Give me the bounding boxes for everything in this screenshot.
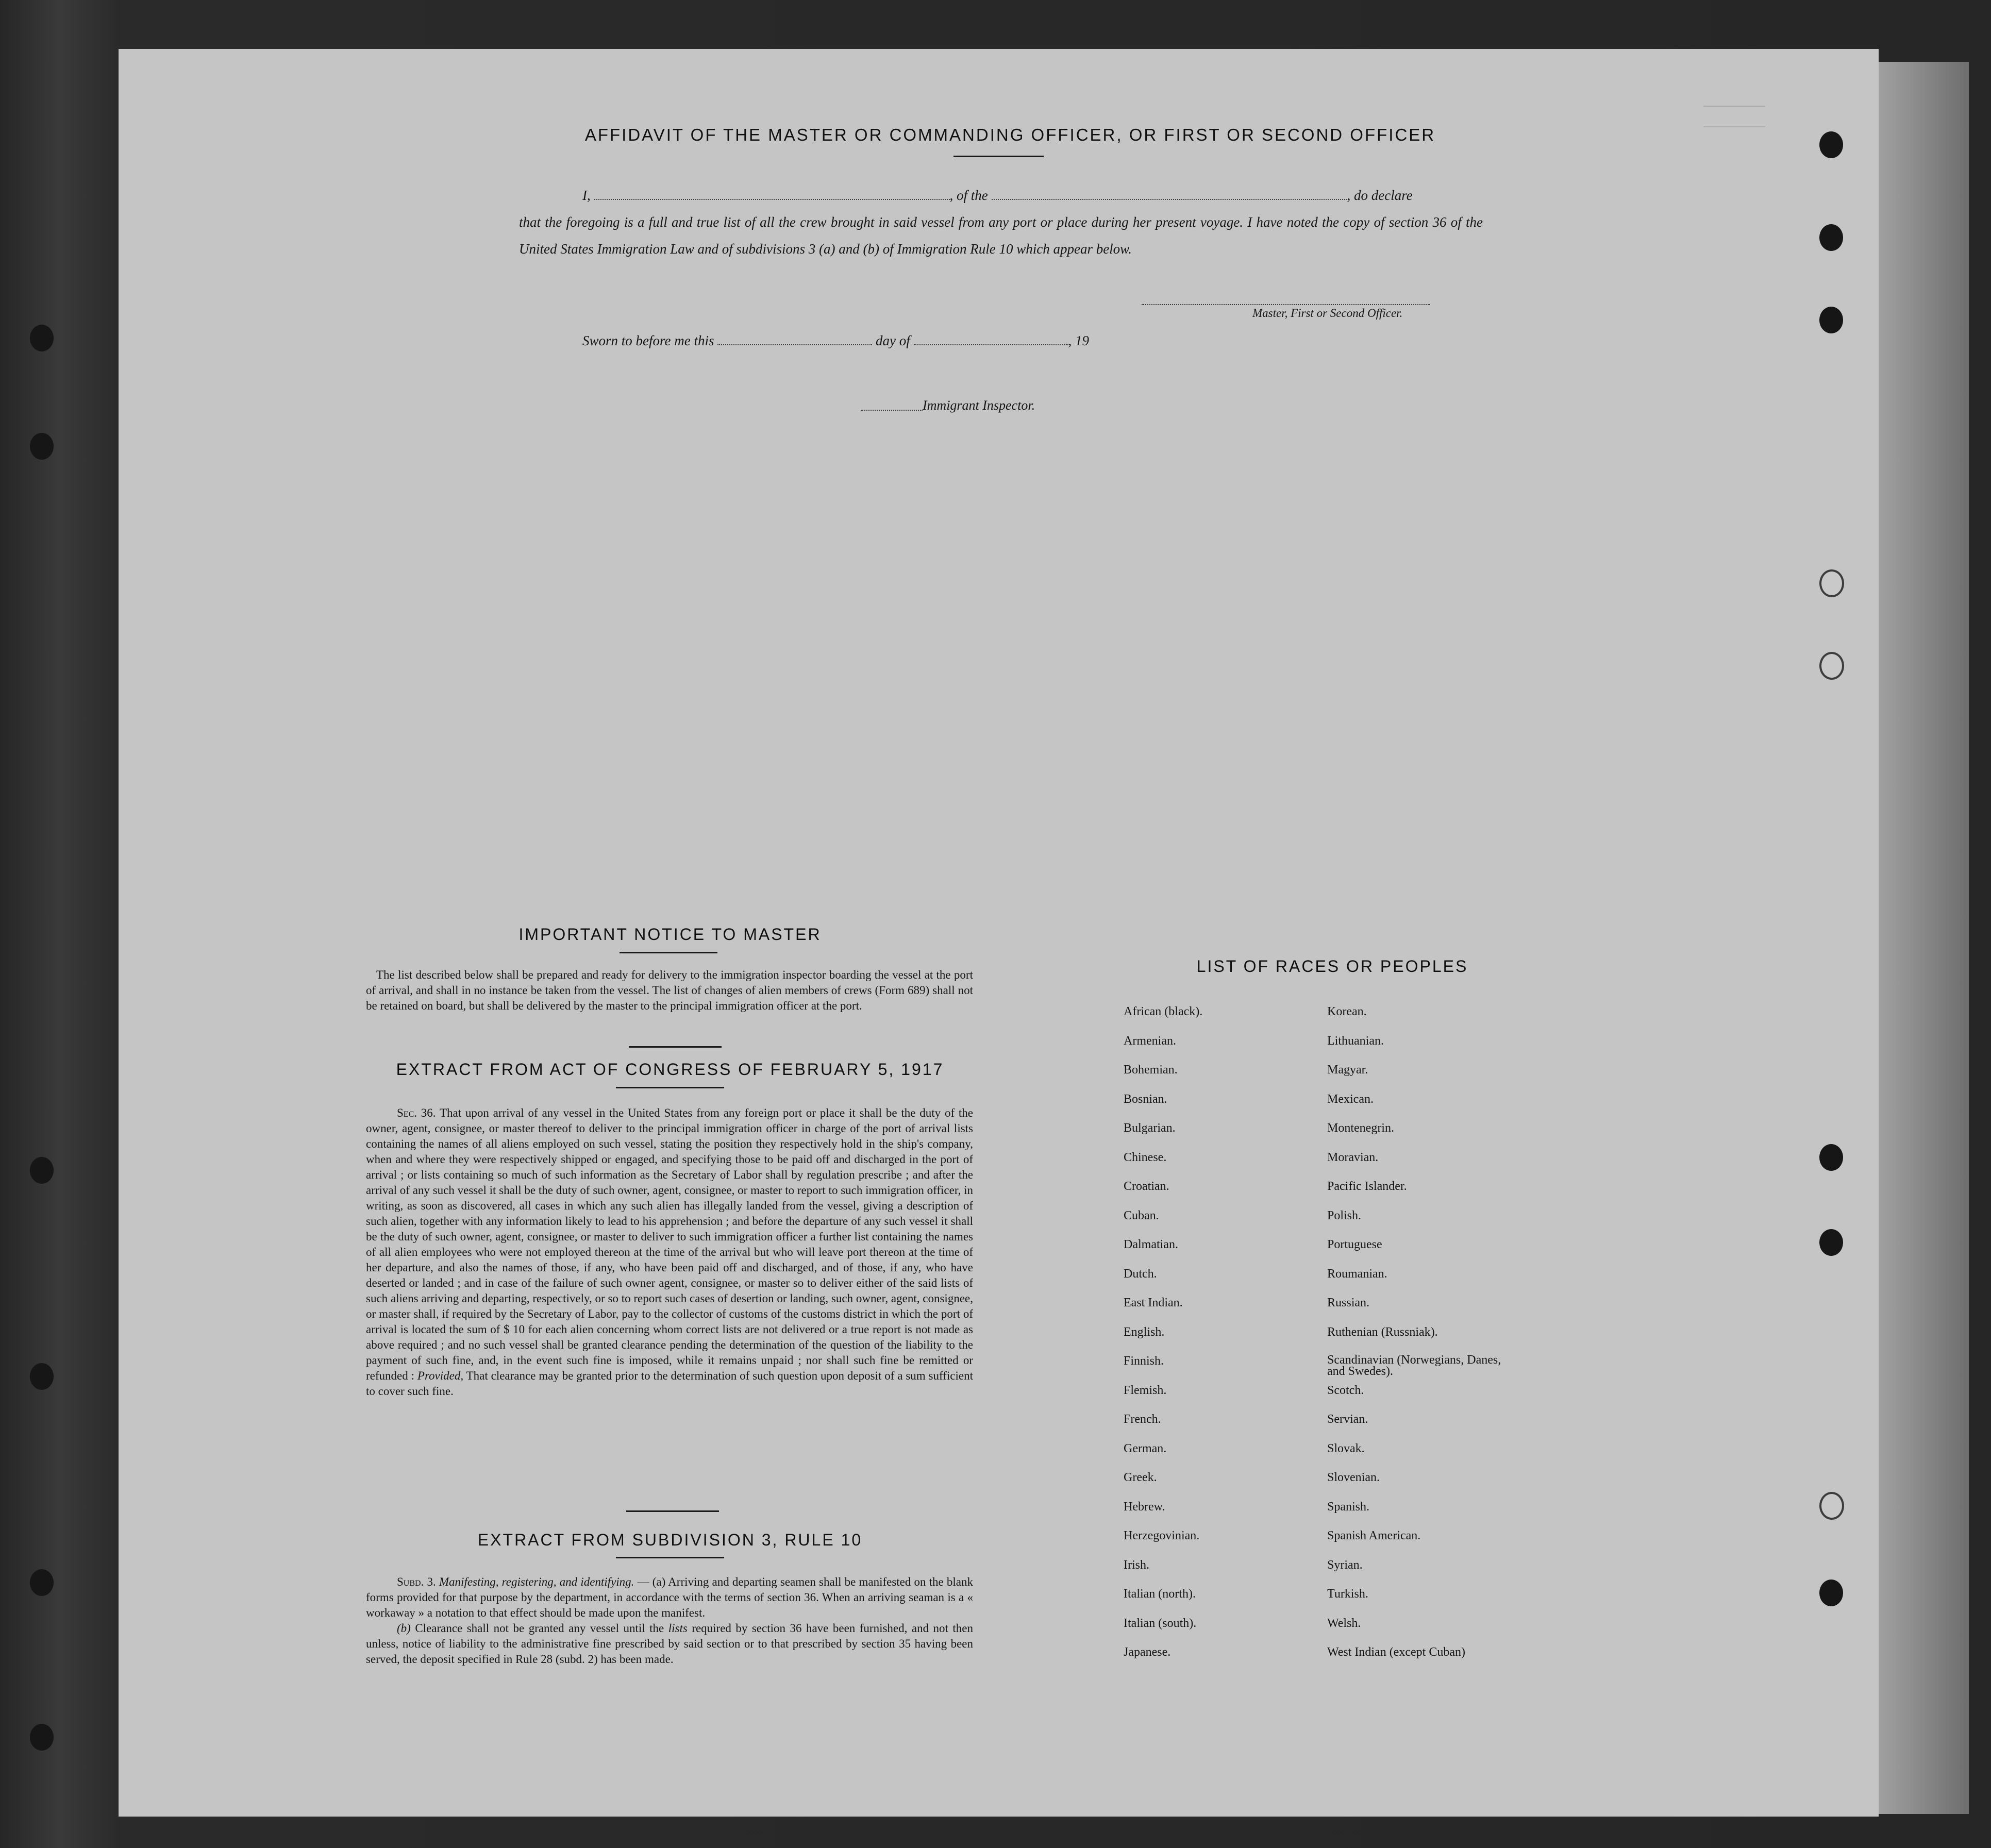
race-item: German. [1124, 1441, 1167, 1455]
binder-hole [1819, 224, 1843, 251]
race-item: Cuban. [1124, 1208, 1159, 1222]
races-left-column [1124, 1005, 1202, 1675]
race-item: Dutch. [1124, 1267, 1157, 1281]
declare-of-the: , of the [949, 188, 988, 203]
binder-hole [30, 1363, 54, 1390]
binder-hole [1819, 131, 1843, 158]
officer-signature-label: Master, First or Second Officer. [1252, 307, 1403, 320]
provided-label: Provided, [417, 1369, 464, 1382]
act-title: EXTRACT FROM ACT OF CONGRESS OF FEBRUARY 5, 1917 [396, 1060, 944, 1079]
subd-label: Subd. 3. [397, 1575, 436, 1588]
part-b-lists: lists [668, 1622, 688, 1635]
affidavit-title: AFFIDAVIT OF THE MASTER OR COMMANDING OFFICER, OR FIRST OR SECOND OFFICER [584, 125, 1436, 144]
race-item: Spanish American. [1327, 1529, 1421, 1542]
section-divider [629, 1046, 722, 1048]
race-item: Lithuanian. [1327, 1034, 1384, 1048]
binder-hole [1819, 1229, 1843, 1256]
part-b-text: Clearance shall not be granted any vessel until the [415, 1622, 664, 1635]
binder-hole [1819, 1144, 1843, 1171]
race-item: Syrian. [1327, 1558, 1363, 1572]
race-item: Welsh. [1327, 1616, 1361, 1630]
binder-hole [1819, 1580, 1843, 1606]
race-item: African (black). [1124, 1005, 1203, 1018]
act-body-end: That clearance may be granted prior to the determination of such question upon deposit of a sum sufficient to cover such fine. [366, 1369, 973, 1398]
race-item: Flemish. [1124, 1383, 1167, 1397]
race-item: French. [1124, 1413, 1161, 1426]
sworn-day-blank[interactable] [717, 330, 872, 345]
races-right-column [1327, 1005, 1513, 1675]
binder-hole [30, 1724, 54, 1751]
part-b-label: (b) [397, 1622, 411, 1635]
race-item: Italian (south). [1124, 1616, 1197, 1630]
race-item: Pacific Islander. [1327, 1180, 1407, 1193]
race-item: Croatian. [1124, 1180, 1169, 1193]
race-item: West Indian (except Cuban) [1327, 1645, 1465, 1659]
race-item: Scandinavian (Norwegians, Danes, and Swedes). [1327, 1353, 1501, 1378]
binder-hole [30, 1157, 54, 1184]
title-underline [953, 156, 1044, 157]
race-item: Finnish. [1124, 1354, 1164, 1368]
sworn-day-of: day of [876, 333, 910, 348]
declare-i: I, [582, 188, 591, 203]
binder-hole [30, 1569, 54, 1596]
race-item: Bohemian. [1124, 1063, 1178, 1077]
race-item: Roumanian. [1327, 1267, 1387, 1281]
race-item: Polish. [1327, 1208, 1362, 1222]
race-item: Mexican. [1327, 1092, 1374, 1106]
race-item: Portuguese [1327, 1238, 1382, 1251]
part-b-text-end: required by section 36 have been furnished, and not then unless, notice of liability to the administrative fine prescribed by said section or to that prescribed by section 35 having been served, the deposit specified in Rule 28 (subd. 2) has been made. [366, 1622, 974, 1666]
race-item: Bulgarian. [1124, 1121, 1176, 1135]
race-item: Italian (north). [1124, 1587, 1196, 1601]
race-item: Herzegovinian. [1124, 1529, 1200, 1542]
race-item: Spanish. [1327, 1500, 1370, 1514]
part-a-text: Arriving and departing seamen shall be manifested on the blank forms provided for that purpose by the department, in accordance with the terms of section 36. When an arriving seaman is a « workaway » a notation to that effect should be made upon the manifest. [366, 1575, 974, 1619]
part-a-label: — (a) [637, 1575, 666, 1588]
act-body: That upon arrival of any vessel in the United States from any foreign port or place it shall be the duty of the owner, agent, consignee, or master thereof to deliver to the principal immigration officer in charge of the port of arrival lists containing the names of all aliens employed on such vessel, stating the position they respectively hold in the ship's company, when and where they were respectively shipped or engaged, and specifying those to be paid off and discharged in the port of arrival ; or lists containing so much of such information as the Secretary of Labor shall by regulation prescribe ; and after the arrival of any such vessel it shall be the duty of such owner, agent, consignee, or master to report to such immigration officer, in writing, as soon as discovered, all cases in which any such alien has illegally landed from the vessel, giving a description of such alien, together with any information likely to lead to his apprehension ; and before the departure of any such vessel it shall be the duty of such owner, agent, consignee, or master to deliver to such immigration officer a further list containing the names of all alien employees who were not employed thereon at the time of the arrival but who will leave port thereon at the time of her departure, and also the names of those, if any, who have been paid off and discharged, and of those, if any, who have deserted or landed ; and in case of the failure of such owner agent, consignee, or master so to deliver either of the said lists of such aliens arriving and departing, respectively, or so to report such cases of desertion or landing, such owner, agent, consignee, or master shall, if required by the Secretary of Labor, pay to the collector of customs of the customs district in which the port of arrival is located the sum of $ 10 for each alien concerning whom correct lists are not delivered or a true report is not made as above required ; and no such vessel shall be granted clearance pending the determination of the question of the liability to the payment of such fine, and, in the event such fine is imposed, while it remains unpaid ; nor shall such fine be remitted or refunded : [366, 1106, 973, 1382]
rule-title: EXTRACT FROM SUBDIVISION 3, RULE 10 [477, 1531, 863, 1549]
manifest-page [119, 49, 1879, 1817]
races-title: LIST OF RACES OR PEOPLES [1196, 957, 1468, 976]
binder-hole [30, 433, 54, 460]
declaration-text: that the foregoing is a full and true list of all the crew brought in said vessel from any port or place during her present voyage. I have noted the copy of section 36 of the United States Immigration Law and of subdivisions 3 (a) and (b) of Immigration Rule 10 which appear below. [519, 214, 1483, 257]
race-item: Scotch. [1327, 1383, 1364, 1397]
name-blank[interactable] [594, 184, 950, 200]
sworn-month-blank[interactable] [914, 330, 1068, 345]
race-item: Russian. [1327, 1296, 1370, 1309]
race-item: Korean. [1327, 1005, 1367, 1018]
race-item: Slovak. [1327, 1441, 1365, 1455]
section-divider [626, 1510, 719, 1512]
race-item: Moravian. [1327, 1150, 1379, 1164]
race-item: Dalmatian. [1124, 1238, 1178, 1251]
section-label: Sec. 36. [397, 1106, 436, 1119]
bleed-through-marks [1703, 106, 1765, 127]
race-item: Turkish. [1327, 1587, 1368, 1601]
race-item: Japanese. [1124, 1645, 1171, 1659]
race-item: East Indian. [1124, 1296, 1183, 1309]
race-item: Bosnian. [1124, 1092, 1167, 1106]
race-item: Armenian. [1124, 1034, 1176, 1048]
declare-do-declare: , do declare [1347, 188, 1413, 203]
sworn-line [582, 327, 1089, 354]
race-item: Slovenian. [1327, 1471, 1380, 1484]
sworn-year: , 19 [1068, 333, 1089, 348]
declaration-line [582, 182, 1413, 209]
notice-underline [620, 952, 717, 953]
race-item: Montenegrin. [1327, 1121, 1394, 1135]
race-item: Servian. [1327, 1413, 1368, 1426]
vessel-blank[interactable] [992, 184, 1347, 200]
binder-hole [1819, 307, 1843, 333]
binder-hole [1819, 652, 1844, 680]
sworn-prefix: Sworn to before me this [582, 333, 714, 348]
binder-hole [30, 325, 54, 351]
rule-text [366, 1574, 973, 1667]
act-underline [616, 1087, 724, 1088]
race-item: Magyar. [1327, 1063, 1368, 1077]
binder-hole [1819, 1492, 1844, 1520]
officer-signature-line[interactable] [1142, 304, 1430, 305]
race-item: Irish. [1124, 1558, 1149, 1572]
rule-underline [616, 1557, 724, 1558]
race-item: Ruthenian (Russniak). [1327, 1325, 1438, 1339]
race-item: Chinese. [1124, 1150, 1167, 1164]
binder-hole [1819, 569, 1844, 597]
race-item: Hebrew. [1124, 1500, 1165, 1514]
race-item: English. [1124, 1325, 1165, 1339]
inspector-signature-line[interactable] [861, 410, 923, 411]
race-item: Greek. [1124, 1471, 1157, 1484]
inspector-label: Immigrant Inspector. [923, 398, 1035, 413]
notice-text: The list described below shall be prepared and ready for delivery to the immigration inspector boarding the vessel at the port of arrival, and shall in no instance be taken from the vessel. The list of changes of alien members of crews (Form 689) shall not be retained on board, but shall be delivered by the master to the principal immigration officer at the port. [366, 968, 973, 1012]
notice-title: IMPORTANT NOTICE TO MASTER [518, 925, 822, 944]
subd-heading: Manifesting, registering, and identifying. [439, 1575, 634, 1588]
act-text [366, 1105, 973, 1399]
